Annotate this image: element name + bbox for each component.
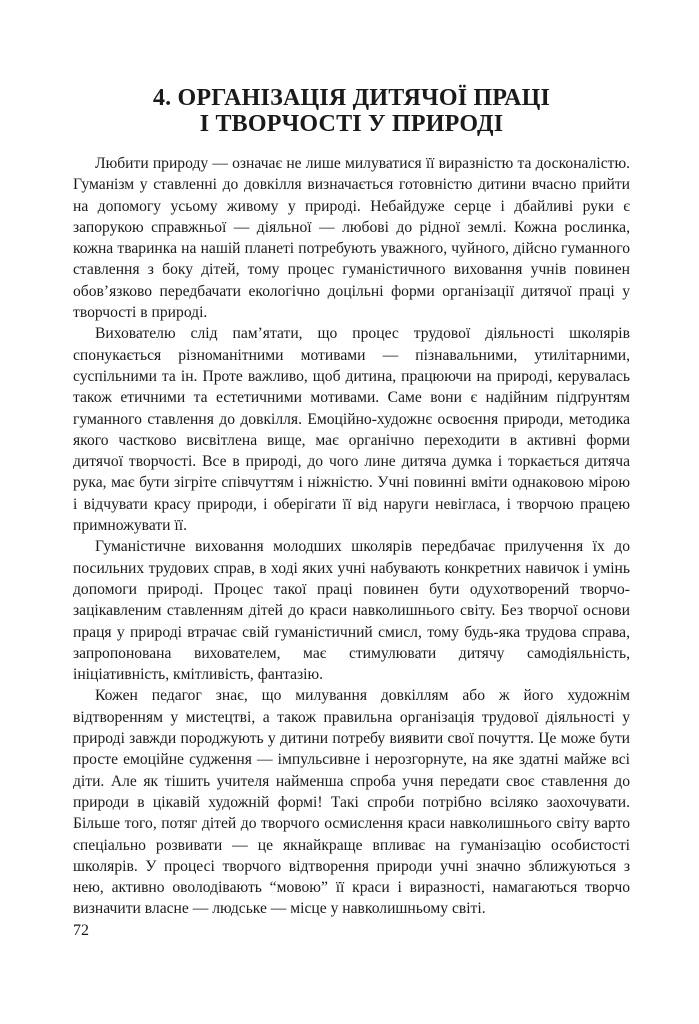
paragraph-1: Любити природу — означає не лише милуватися її виразністю та досконалістю. Гуманізм у ставленні до довкілля визначається готовністю дитини вчасно прийти на допомогу усьому живому у природі. Небайдуже серце і дбайливі руки є запорукою справжньої — діяльної — любові до рідної землі. Кожна рослинка, кожна тваринка на нашій планеті потребують уважного, чуйного, дійсно гуманного ставлення з боку дітей, тому процес гуманістичного виховання учнів повинен обов’язково передбачати екологічно доцільні форми організації дитячої праці у творчості в природі. bbox=[73, 155, 630, 322]
heading-line-1: 4. ОРГАНІЗАЦІЯ ДИТЯЧОЇ ПРАЦІ bbox=[152, 85, 551, 111]
paragraph-2: Вихователю слід пам’ятати, що процес трудової діяльності школярів спонукається різноманітними мотивами — пізнавальними, утилітарними, суспільними та ін. Проте важливо, щоб дитина, працюючи на природі, керувалась також етичними та естетичними мотивами. Саме вони є надійним підґрунтям гуманного ставлення до довкілля. Емоційно-художнє освоєння природи, методика якого частково висвітлена вище, має органічно переходити в активні форми дитячої творчості. Все в природі, до чого лине дитяча думка і торкається дитяча рука, має бути зігріте співчуттям і ніжністю. Учні повинні вміти однаковою мірою і відчувати красу природи, і оберігати її від наруги невігласа, і творчою працею примножувати її. bbox=[73, 325, 630, 535]
heading-line-2: І ТВОРЧОСТІ У ПРИРОДІ bbox=[199, 111, 504, 137]
page-content bbox=[73, 85, 630, 920]
paragraph-4: Кожен педагог знає, що милування довкіллям або ж його художнім відтворенням у мистецтві, а також правильна організація трудової діяльності у природі завжди породжують у дитини потребу виявити свої почуття. Це може бути просте емоційне судження — імпульсивне і нерозгорнуте, на яке здатні майже всі діти. Але як тішить учителя найменша спроба учня передати своє ставлення до природи в цікавій художній формі! Такі спроби потрібно всіляко заохочувати. Більше того, потяг дітей до творчого осмислення краси навколишнього світу варто спеціально розвивати — це якнайкраще впливає на гуманізацію особистості школярів. У процесі творчого відтворення природи учні значно зближуються з нею, активно оволодівають “мовою” її краси і виразності, намагаються творчо визначити власне — людське — місце у навколишньому світі. bbox=[73, 687, 630, 918]
section-heading bbox=[73, 85, 630, 137]
page-number: 72 bbox=[73, 922, 89, 939]
paragraph-3: Гуманістичне виховання молодших школярів передбачає прилучення їх до посильних трудових справ, в ході яких учні набувають конкретних навичок і умінь допомоги природі. Процес такої праці повинен бути одухотворений творчо-зацікавленим ставленням дітей до краси навколишнього світу. Без творчої основи праця у природі втрачає свій гуманістичний смисл, тому будь-яка трудова справа, запропонована вихователем, має стимулювати дитячу самодіяльність, ініціативність, кмітливість, фантазію. bbox=[73, 538, 630, 684]
